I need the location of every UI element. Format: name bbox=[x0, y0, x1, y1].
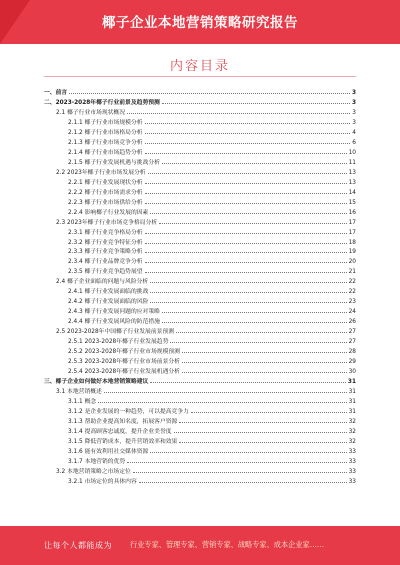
toc-leader-dots bbox=[145, 193, 347, 194]
toc-leader-dots bbox=[179, 442, 346, 443]
toc-entry[interactable] bbox=[44, 445, 356, 455]
toc-page-number: 3 bbox=[351, 99, 356, 106]
toc-entry[interactable] bbox=[44, 415, 356, 425]
toc-leader-dots bbox=[148, 173, 347, 174]
toc-leader-dots bbox=[150, 213, 346, 214]
toc-entry-text: 2.3.1 椰子行业竞争格局分析 bbox=[68, 229, 143, 236]
toc-leader-dots bbox=[162, 312, 347, 313]
toc-page-number: 28 bbox=[348, 349, 356, 356]
toc-leader-dots bbox=[133, 472, 347, 473]
toc-entry-text: 2.5.1 2023-2028年椰子行业发展趋势 bbox=[68, 339, 169, 346]
toc-leader-dots bbox=[145, 243, 347, 244]
toc-entry[interactable] bbox=[44, 305, 356, 315]
toc-entry-text: 3.1.5 降低营销成本，提升营销效率和效果 bbox=[68, 438, 178, 445]
toc-entry-text: 2.1.1 椰子行业市场规模分析 bbox=[68, 119, 143, 126]
toc-entry[interactable] bbox=[44, 385, 356, 395]
toc-page-number: 4 bbox=[352, 129, 356, 136]
toc-page-number: 31 bbox=[348, 408, 356, 415]
toc-entry[interactable] bbox=[44, 156, 356, 166]
toc-entry-text: 3.1.3 帮助企业提高知名度，拓展客户资源 bbox=[68, 418, 178, 425]
toc-page-number: 33 bbox=[348, 468, 356, 475]
toc-leader-dots bbox=[145, 153, 347, 154]
toc-leader-dots bbox=[145, 262, 347, 263]
toc-entry-text: 2.3.2 椰子行业竞争特征分析 bbox=[68, 239, 143, 246]
toc-leader-dots bbox=[191, 412, 347, 413]
toc-entry-text: 2.5.2 2023-2028年椰子行业市场规模预测 bbox=[68, 349, 180, 356]
toc-entry-text: 2.2.3 椰子行业市场供给分析 bbox=[68, 199, 143, 206]
toc-entry[interactable] bbox=[44, 475, 356, 485]
toc-leader-dots bbox=[145, 143, 351, 144]
toc-page-number: 23 bbox=[348, 299, 356, 306]
toc-page-number: 32 bbox=[348, 418, 356, 425]
toc-entry-text: 2.4.2 椰子行业发展面临的风险 bbox=[68, 299, 149, 306]
toc-leader-dots bbox=[176, 332, 347, 333]
toc-entry[interactable] bbox=[44, 255, 356, 265]
toc-entry[interactable] bbox=[44, 325, 356, 335]
toc-entry[interactable] bbox=[44, 355, 356, 365]
toc-entry-text: 2.2.1 椰子行业发展现状分析 bbox=[68, 179, 143, 186]
toc-leader-dots bbox=[150, 292, 346, 293]
toc-page-number: 16 bbox=[348, 209, 356, 216]
toc-entry-text: 2.4.4 椰子行业发展风险的防范措施 bbox=[68, 319, 160, 326]
toc-leader-dots bbox=[174, 432, 347, 433]
toc-entry-text: 2.5 2023-2028年中国椰子行业发展前景预测 bbox=[56, 329, 175, 336]
toc-entry-text: 3.1.2 是企业发展的一种趋势，可以提高竞争力 bbox=[68, 408, 189, 415]
toc-page-number: 33 bbox=[348, 478, 356, 485]
toc-leader-dots bbox=[150, 452, 346, 453]
toc-entry[interactable] bbox=[44, 345, 356, 355]
toc-page-number: 26 bbox=[348, 319, 356, 326]
toc-entry[interactable] bbox=[44, 96, 356, 106]
toc-entry-text: 2.1.5 椰子行业发展机遇与挑战分析 bbox=[68, 159, 160, 166]
toc-entry[interactable] bbox=[44, 465, 356, 475]
toc-page-number: 17 bbox=[348, 219, 356, 226]
toc-page-number: 32 bbox=[348, 438, 356, 445]
toc-leader-dots bbox=[139, 482, 347, 483]
toc-entry-text: 3.2.1 市场定位的具体内容 bbox=[68, 478, 137, 485]
toc-page-number: 14 bbox=[348, 189, 356, 196]
toc-page-number: 21 bbox=[348, 269, 356, 276]
toc-leader-dots bbox=[98, 402, 346, 403]
toc-page-number: 10 bbox=[348, 149, 356, 156]
toc-entry[interactable] bbox=[44, 106, 356, 116]
toc-page-number: 33 bbox=[348, 448, 356, 455]
toc-entry-text: 2.2.2 椰子行业市场需求分析 bbox=[68, 189, 143, 196]
toc-entry[interactable] bbox=[44, 186, 356, 196]
toc-entry-text: 三、椰子企业如何做好本地营销策略建议 bbox=[44, 379, 149, 386]
toc-entry-text: 2.1.4 椰子行业市场趋势分析 bbox=[68, 149, 143, 156]
toc-entry[interactable] bbox=[44, 335, 356, 345]
toc-page-number: 32 bbox=[348, 428, 356, 435]
toc-entry[interactable] bbox=[44, 275, 356, 285]
toc-entry-text: 3.1.6 能有效利用社交媒体资源 bbox=[68, 448, 149, 455]
toc-entry[interactable] bbox=[44, 295, 356, 305]
toc-title: 内容目录 bbox=[169, 59, 230, 74]
toc-page-number: 31 bbox=[348, 399, 356, 405]
toc-leader-dots bbox=[162, 322, 347, 323]
toc-leader-dots bbox=[145, 272, 347, 273]
toc-page-number: 3 bbox=[351, 89, 356, 96]
toc-entry[interactable] bbox=[44, 176, 356, 186]
toc-leader-dots bbox=[182, 362, 347, 363]
toc-entry-text: 2.5.3 2023-2028年椰子行业市场前景分析 bbox=[68, 359, 180, 366]
toc-leader-dots bbox=[179, 422, 346, 423]
toc-leader-dots bbox=[145, 133, 351, 134]
toc-page-number: 20 bbox=[348, 259, 356, 266]
toc-page-number: 19 bbox=[348, 249, 356, 256]
toc-entry-text: 3.1.1 概念 bbox=[68, 399, 97, 405]
toc-page-number: 3 bbox=[352, 119, 356, 126]
toc-entry-text: 一、前言 bbox=[44, 89, 68, 96]
toc-leader-dots bbox=[104, 392, 347, 393]
toc-entry-text: 2.2 2023年椰子行业市场发展分析 bbox=[56, 169, 146, 176]
toc-entry[interactable] bbox=[44, 425, 356, 435]
toc-entry[interactable] bbox=[44, 246, 356, 256]
table-of-contents bbox=[44, 86, 356, 485]
toc-entry[interactable] bbox=[44, 395, 356, 405]
toc-entry-text: 3.2 本地营销策略之市场定位 bbox=[56, 468, 131, 475]
footer-slogan: 让每个人都能成为 bbox=[44, 541, 112, 550]
toc-leader-dots bbox=[182, 352, 347, 353]
toc-page-number: 30 bbox=[348, 369, 356, 376]
toc-entry-text: 3.1 本地营销概述 bbox=[56, 389, 102, 396]
toc-entry[interactable] bbox=[44, 216, 356, 226]
toc-leader-dots bbox=[145, 183, 347, 184]
toc-leader-dots bbox=[182, 372, 347, 373]
toc-entry-text: 2.4.1 椰子行业发展面临的挑战 bbox=[68, 289, 149, 296]
toc-leader-dots bbox=[145, 123, 351, 124]
toc-leader-dots bbox=[159, 223, 346, 224]
toc-entry[interactable] bbox=[44, 86, 356, 96]
toc-entry-text: 2.1.2 椰子行业市场格局分析 bbox=[68, 129, 143, 136]
page-footer bbox=[0, 526, 400, 565]
toc-page-number: 17 bbox=[348, 229, 356, 236]
toc-page-number: 29 bbox=[348, 359, 356, 366]
toc-entry[interactable] bbox=[44, 116, 356, 126]
toc-entry[interactable] bbox=[44, 405, 356, 415]
toc-leader-dots bbox=[162, 163, 347, 164]
toc-entry[interactable] bbox=[44, 126, 356, 136]
toc-entry[interactable] bbox=[44, 226, 356, 236]
toc-entry-text: 二、2023-2028年椰子行业前景及趋势预测 bbox=[44, 99, 160, 106]
toc-entry[interactable] bbox=[44, 206, 356, 216]
toc-page-number: 18 bbox=[348, 239, 356, 246]
toc-leader-dots bbox=[150, 302, 346, 303]
toc-entry-text: 2.3 2023年椰子行业市场竞争格局分析 bbox=[56, 219, 158, 226]
toc-page-number: 24 bbox=[348, 309, 356, 316]
toc-leader-dots bbox=[145, 233, 347, 234]
toc-entry-text: 2.3.4 椰子行业品牌竞争分析 bbox=[68, 259, 143, 266]
toc-entry-text: 3.1.7 本地营销的优势 bbox=[68, 458, 126, 465]
toc-entry[interactable] bbox=[44, 365, 356, 375]
toc-divider bbox=[44, 76, 356, 77]
toc-entry[interactable] bbox=[44, 236, 356, 246]
toc-entry[interactable] bbox=[44, 136, 356, 146]
toc-page-number: 27 bbox=[348, 329, 356, 336]
toc-entry-text: 2.3.3 椰子行业竞争策略分析 bbox=[68, 249, 143, 256]
toc-page-number: 31 bbox=[347, 379, 356, 386]
toc-page-number: 13 bbox=[348, 169, 356, 176]
toc-leader-dots bbox=[170, 342, 346, 343]
report-title: 椰子企业本地营销策略研究报告 bbox=[102, 15, 298, 31]
toc-entry-text: 2.5.4 2023-2028年椰子行业发展机遇分析 bbox=[68, 369, 180, 376]
toc-entry[interactable] bbox=[44, 315, 356, 325]
toc-entry-text: 2.2.4 影响椰子行业发展的因素 bbox=[68, 209, 149, 216]
footer-tagline: 行业专家、管理专家、营销专家、战略专家、成本企业家…… bbox=[130, 540, 325, 549]
toc-page-number: 15 bbox=[348, 199, 356, 206]
toc-entry[interactable] bbox=[44, 196, 356, 206]
toc-leader-dots bbox=[145, 252, 347, 253]
toc-entry[interactable] bbox=[44, 146, 356, 156]
toc-page-number: 31 bbox=[348, 389, 356, 396]
toc-page-number: 22 bbox=[348, 289, 356, 296]
toc-entry[interactable] bbox=[44, 455, 356, 465]
toc-entry-text: 2.1.3 椰子行业市场竞争分析 bbox=[68, 139, 143, 146]
toc-leader-dots bbox=[145, 203, 347, 204]
toc-leader-dots bbox=[150, 282, 346, 283]
toc-page-number: 3 bbox=[352, 109, 356, 116]
toc-entry-text: 2.3.5 椰子行业竞争趋势展望 bbox=[68, 269, 143, 276]
toc-page-number: 13 bbox=[348, 179, 356, 186]
toc-entry-text: 2.1 椰子行业市场现状概况 bbox=[56, 109, 126, 116]
toc-leader-dots bbox=[127, 113, 350, 114]
toc-entry[interactable] bbox=[44, 265, 356, 275]
toc-entry[interactable] bbox=[44, 166, 356, 176]
toc-page-number: 33 bbox=[348, 458, 356, 465]
toc-entry[interactable] bbox=[44, 285, 356, 295]
toc-entry[interactable] bbox=[44, 375, 356, 385]
toc-entry-text: 3.1.4 提高顾客忠诚度，提升企业美誉度 bbox=[68, 428, 172, 435]
toc-leader-dots bbox=[69, 93, 350, 94]
toc-entry-text: 2.4.3 椰子行业发展问题的应对策略 bbox=[68, 309, 160, 316]
toc-page-number: 22 bbox=[348, 279, 356, 286]
toc-leader-dots bbox=[127, 462, 346, 463]
toc-page-number: 6 bbox=[352, 139, 356, 146]
toc-entry-text: 2.4 椰子企业面临的问题与风险分析 bbox=[56, 279, 149, 286]
toc-page-number: 11 bbox=[348, 159, 356, 166]
toc-entry[interactable] bbox=[44, 435, 356, 445]
toc-leader-dots bbox=[162, 103, 350, 104]
toc-page-number: 27 bbox=[348, 339, 356, 346]
toc-leader-dots bbox=[150, 382, 346, 383]
page-header bbox=[0, 0, 400, 44]
